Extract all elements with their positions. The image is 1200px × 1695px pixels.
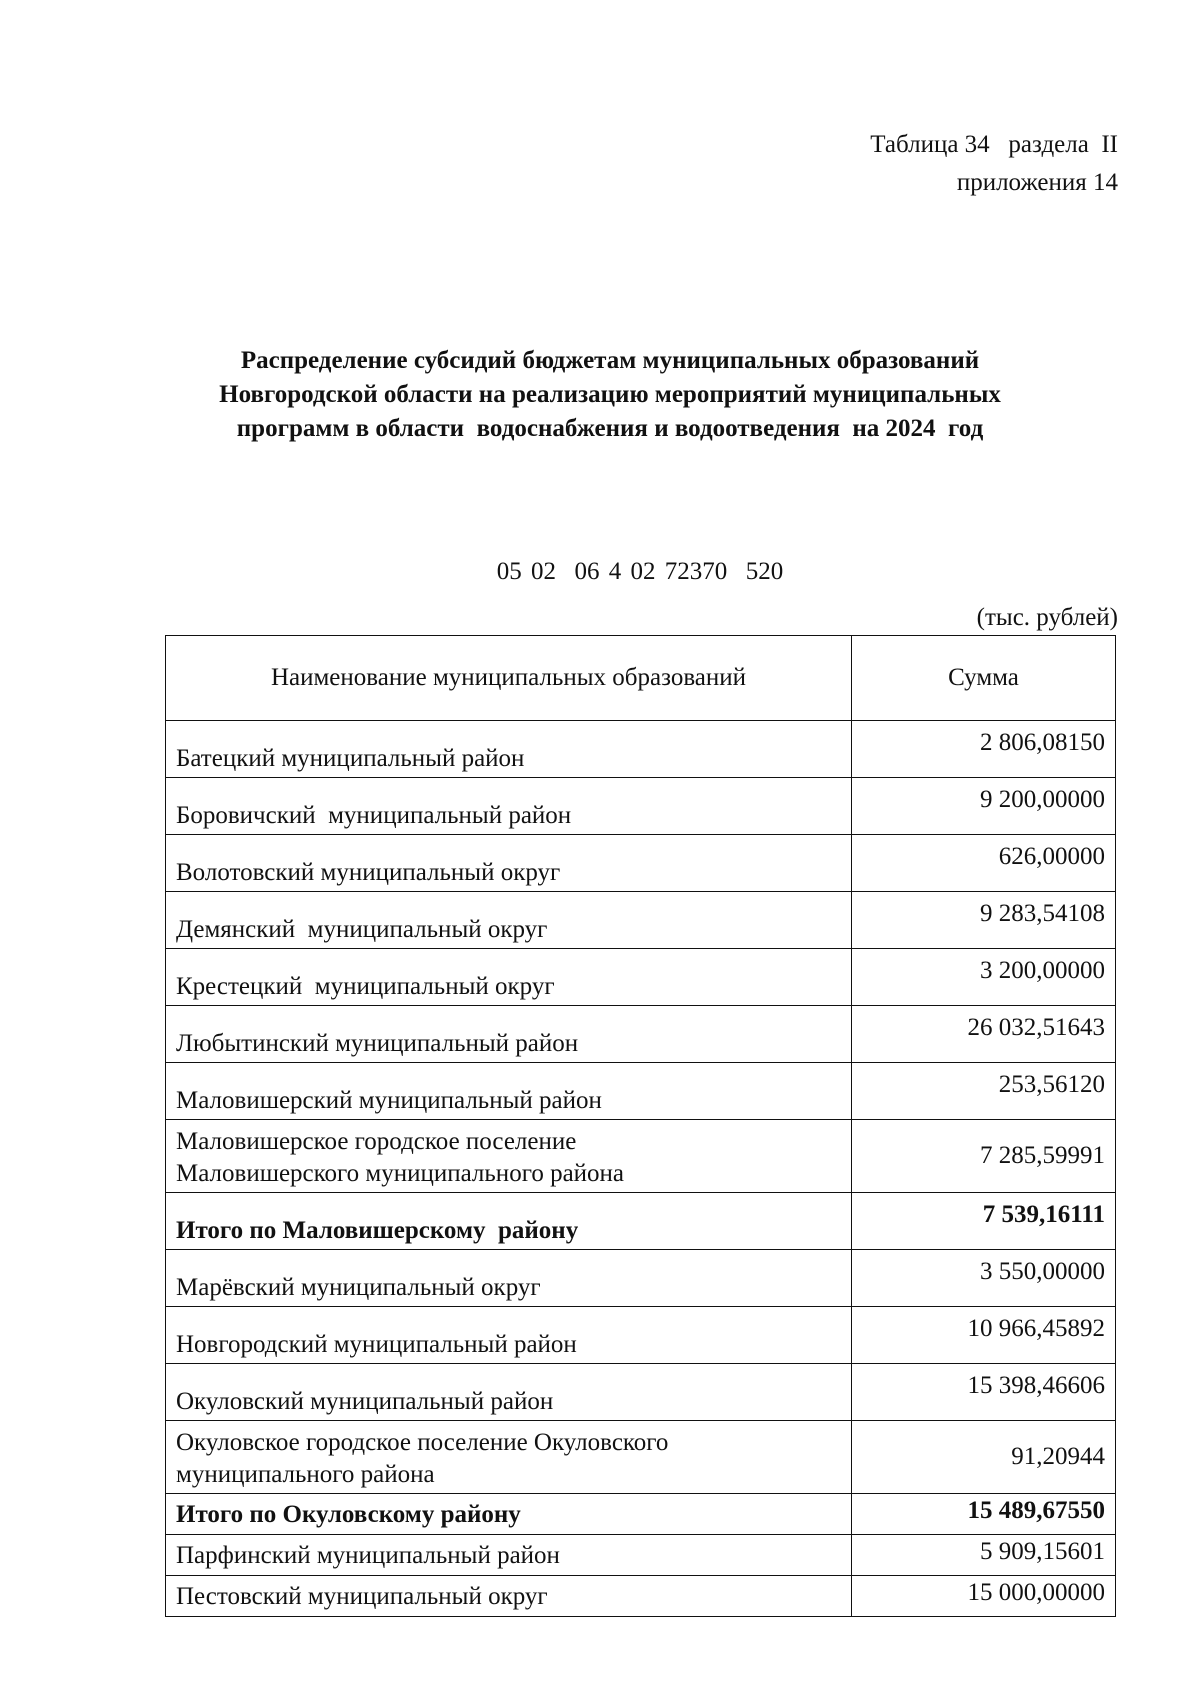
units-label: (тыс. рублей) [976, 604, 1118, 631]
municipality-name-line: Окуловское городское поселение Окуловского [176, 1429, 669, 1456]
table-row [166, 1421, 1116, 1494]
amount-cell: 15 489,67550 [852, 1494, 1116, 1535]
amount-cell: 7 539,16111 [852, 1193, 1116, 1250]
municipality-name-cell [166, 1006, 852, 1063]
municipality-name-cell [166, 1494, 852, 1535]
municipality-name-line: Парфинский муниципальный район [176, 1542, 560, 1569]
table-row [166, 1364, 1116, 1421]
municipality-name-line: Боровичский муниципальный район [176, 802, 572, 829]
municipality-name-line: Новгородский муниципальный район [176, 1331, 577, 1358]
table-total-row [166, 1193, 1116, 1250]
table-header-row [166, 636, 1116, 721]
table-row [166, 1307, 1116, 1364]
municipality-name-cell [166, 1063, 852, 1120]
municipality-name-cell [166, 1535, 852, 1576]
amount-cell: 15 000,00000 [852, 1576, 1116, 1617]
column-header-name: Наименование муниципальных образований [166, 636, 852, 721]
table-row [166, 778, 1116, 835]
table-row [166, 1250, 1116, 1307]
amount-cell: 26 032,51643 [852, 1006, 1116, 1063]
amount-cell: 9 283,54108 [852, 892, 1116, 949]
municipality-name-cell [166, 1250, 852, 1307]
amount-cell: 10 966,45892 [852, 1307, 1116, 1364]
municipality-name-line: Демянский муниципальный округ [176, 916, 548, 943]
municipality-name-line: Батецкий муниципальный район [176, 745, 525, 772]
amount-cell: 253,56120 [852, 1063, 1116, 1120]
table-row [166, 835, 1116, 892]
municipality-name-cell [166, 892, 852, 949]
document-title [130, 344, 1090, 446]
municipality-name-cell [166, 1120, 852, 1193]
table-row [166, 949, 1116, 1006]
table-row [166, 1006, 1116, 1063]
document-title-line-1: Распределение субсидий бюджетам муниципальных образований [240, 347, 980, 374]
table-row [166, 1120, 1116, 1193]
municipality-name-cell [166, 778, 852, 835]
amount-cell: 9 200,00000 [852, 778, 1116, 835]
municipality-name-line: Маловишерский муниципальный район [176, 1087, 602, 1114]
table-reference-line-2: приложения 14 [956, 169, 1118, 196]
table-row [166, 892, 1116, 949]
amount-cell: 91,20944 [852, 1421, 1116, 1494]
amount-cell: 15 398,46606 [852, 1364, 1116, 1421]
document-title-line-3: программ в области водоснабжения и водоотведения на 2024 год [236, 415, 984, 442]
document-title-line-2: Новгородской области на реализацию мероприятий муниципальных [219, 381, 1001, 408]
municipality-name-cell [166, 721, 852, 778]
table-row [166, 1535, 1116, 1576]
table-body [166, 721, 1116, 1617]
budget-classification-code: 05 02 06 4 02 72370 520 [496, 558, 784, 585]
municipality-name-cell [166, 835, 852, 892]
amount-cell: 3 550,00000 [852, 1250, 1116, 1307]
amount-cell: 3 200,00000 [852, 949, 1116, 1006]
municipality-name-line: Крестецкий муниципальный округ [176, 973, 555, 1000]
column-header-amount: Сумма [852, 636, 1116, 721]
municipality-name-cell [166, 1307, 852, 1364]
municipality-name-line: муниципального района [176, 1461, 435, 1488]
table-total-row [166, 1494, 1116, 1535]
table-reference-line-1: Таблица 34 раздела II [870, 131, 1118, 158]
municipality-name-line: Итого по Маловишерскому району [176, 1217, 579, 1244]
municipality-name-cell [166, 1421, 852, 1494]
subsidy-table [165, 635, 1116, 1617]
municipality-name-cell [166, 1364, 852, 1421]
table-row [166, 1063, 1116, 1120]
municipality-name-line: Любытинский муниципальный район [176, 1030, 579, 1057]
municipality-name-line: Маловишерское городское поселение [176, 1128, 577, 1155]
municipality-name-line: Пестовский муниципальный округ [176, 1583, 548, 1610]
amount-cell: 5 909,15601 [852, 1535, 1116, 1576]
municipality-name-line: Марёвский муниципальный округ [176, 1274, 541, 1301]
amount-cell: 626,00000 [852, 835, 1116, 892]
amount-cell: 7 285,59991 [852, 1120, 1116, 1193]
municipality-name-line: Маловишерского муниципального района [176, 1160, 625, 1187]
municipality-name-cell [166, 1193, 852, 1250]
amount-cell: 2 806,08150 [852, 721, 1116, 778]
municipality-name-line: Волотовский муниципальный округ [176, 859, 561, 886]
municipality-name-line: Окуловский муниципальный район [176, 1388, 554, 1415]
table-row [166, 1576, 1116, 1617]
table-reference [870, 126, 1118, 202]
table-row [166, 721, 1116, 778]
municipality-name-cell [166, 949, 852, 1006]
municipality-name-cell [166, 1576, 852, 1617]
municipality-name-line: Итого по Окуловскому району [176, 1501, 521, 1528]
